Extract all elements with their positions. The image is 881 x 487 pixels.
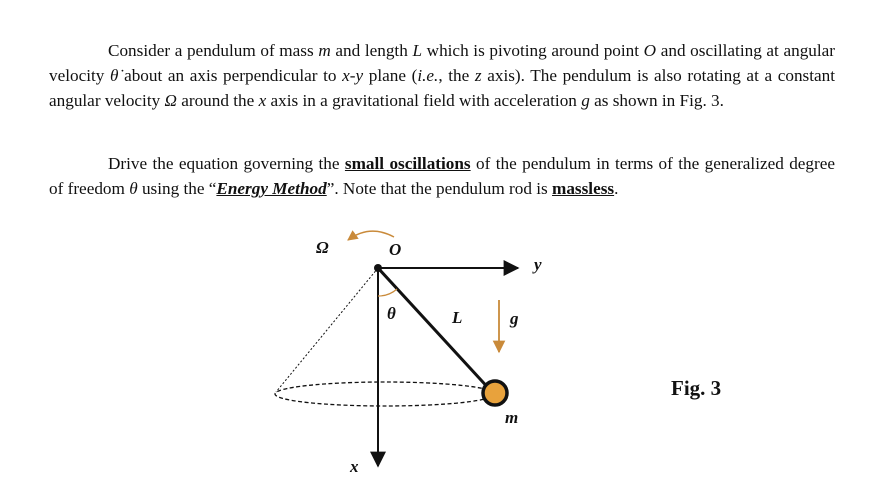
- pendulum-rod: [378, 268, 492, 392]
- label-omega: Ω: [316, 238, 329, 257]
- cone-line: [276, 268, 378, 392]
- symbol-Omega: Ω: [164, 91, 177, 110]
- symbol-z: z: [474, 66, 482, 85]
- label-O: O: [389, 240, 402, 259]
- pendulum-bob: [483, 381, 507, 405]
- symbol-L: L: [412, 41, 423, 60]
- problem-paragraph-1: Consider a pendulum of mass m and length L which is pivoting around point O and oscillating at angular velocity θ̇ about an axis perpendicular to x-y plane (i.e., the z axis). The pendulum is also rotating at a constant angular velocity Ω around the x axis in a gravitational field with acceleration g as shown in Fig. 3.: [49, 41, 836, 110]
- label-x: x: [350, 457, 359, 476]
- symbol-theta: θ: [129, 179, 138, 198]
- label-g: g: [510, 309, 519, 328]
- figure-caption: Fig. 3: [671, 376, 722, 400]
- symbol-xy: x-y: [342, 66, 364, 85]
- symbol-x: x: [258, 91, 267, 110]
- emphasis-massless: massless: [552, 179, 615, 198]
- symbol-thetadot: θ̇: [110, 66, 119, 85]
- theta-arc: [378, 289, 397, 296]
- label-theta: θ: [387, 304, 396, 323]
- text-ie: i.e.: [417, 66, 439, 85]
- omega-rotation-arrow: [348, 231, 394, 240]
- symbol-m: m: [318, 41, 331, 60]
- emphasis-small-oscillations: small oscillations: [344, 154, 471, 173]
- label-y: y: [534, 255, 542, 274]
- label-L: L: [452, 308, 463, 327]
- symbol-g: g: [581, 91, 590, 110]
- pivot-point: [374, 264, 382, 272]
- rotation-ellipse: [275, 382, 495, 406]
- symbol-O: O: [643, 41, 657, 60]
- emphasis-energy-method: Energy Method: [216, 179, 327, 198]
- problem-paragraph-2: Drive the equation governing the small oscillations of the pendulum in terms of the generalized degree of freedom θ using the “Energy Method”. Note that the pendulum rod is massless.: [49, 154, 836, 198]
- label-m: m: [505, 408, 519, 427]
